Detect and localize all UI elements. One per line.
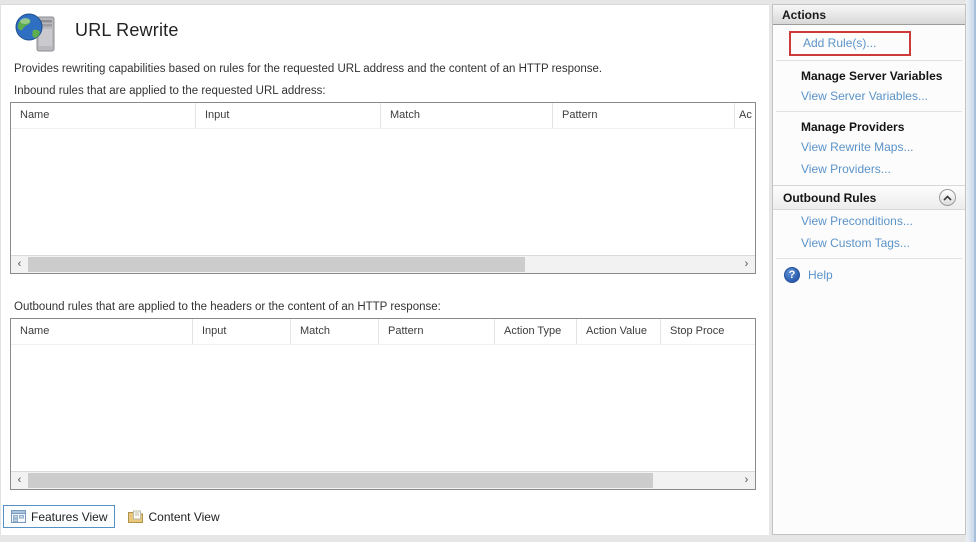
inbound-column-pattern[interactable]: Pattern [553, 103, 735, 128]
tab-content-view[interactable] [121, 505, 226, 528]
inbound-column-input[interactable]: Input [196, 103, 381, 128]
view-server-variables-link[interactable]: View Server Variables... [801, 89, 928, 103]
features-view-icon [11, 510, 26, 523]
outbound-scroll-track[interactable] [28, 472, 738, 489]
manage-providers-header: Manage Providers [801, 120, 905, 134]
inbound-rules-table [10, 102, 756, 274]
scroll-right-arrow-icon[interactable]: › [738, 472, 755, 489]
outbound-rules-section-label: Outbound Rules [783, 190, 877, 205]
inbound-rules-label: Inbound rules that are applied to the requested URL address: [14, 85, 326, 97]
inbound-column-name[interactable]: Name [11, 103, 196, 128]
inbound-table-body-empty[interactable] [11, 129, 755, 255]
inbound-column-match[interactable]: Match [381, 103, 553, 128]
manage-server-variables-header: Manage Server Variables [801, 69, 943, 83]
outbound-column-action-type[interactable]: Action Type [495, 319, 577, 344]
scroll-left-arrow-icon[interactable]: ‹ [11, 472, 28, 489]
highlight-red-box [789, 31, 911, 56]
outbound-column-action-value[interactable]: Action Value [577, 319, 661, 344]
actions-panel [772, 4, 966, 535]
scroll-right-arrow-icon[interactable]: › [738, 256, 755, 273]
feature-view-panel [0, 4, 769, 535]
divider [776, 258, 962, 259]
outbound-column-match[interactable]: Match [291, 319, 379, 344]
feature-description: Provides rewriting capabilities based on rules for the requested URL address and the content of an HTTP response. [14, 63, 603, 75]
page-title: URL Rewrite [75, 20, 179, 40]
collapse-section-button[interactable] [939, 189, 956, 206]
outbound-column-name[interactable]: Name [11, 319, 193, 344]
outbound-table-body-empty[interactable] [11, 345, 755, 471]
divider [776, 111, 962, 112]
inbound-column-action[interactable]: Ac [739, 109, 752, 121]
tab-features-view-label: Features View [31, 509, 108, 524]
view-providers-link[interactable]: View Providers... [801, 162, 891, 176]
content-view-icon [128, 510, 143, 523]
chevron-up-icon [943, 195, 952, 201]
view-mode-tabs [3, 505, 227, 528]
view-custom-tags-link[interactable]: View Custom Tags... [801, 236, 910, 250]
outbound-scroll-thumb[interactable] [28, 473, 653, 488]
outbound-rules-label: Outbound rules that are applied to the headers or the content of an HTTP response: [14, 301, 441, 313]
outbound-table-header-row [11, 319, 755, 345]
divider [776, 60, 962, 61]
window-edge-strip [966, 0, 976, 542]
outbound-rules-table [10, 318, 756, 490]
help-link[interactable]: Help [808, 268, 833, 282]
inbound-table-header-row [11, 103, 755, 129]
add-rules-link[interactable]: Add Rule(s)... [803, 36, 877, 50]
outbound-column-input[interactable]: Input [193, 319, 291, 344]
actions-panel-title: Actions [773, 5, 965, 25]
scroll-left-arrow-icon[interactable]: ‹ [11, 256, 28, 273]
outbound-column-stop-processing[interactable]: Stop Proce [670, 325, 725, 337]
tab-content-view-label: Content View [148, 509, 220, 524]
help-icon: ? [784, 267, 800, 283]
outbound-rules-section-header[interactable] [773, 185, 965, 210]
view-preconditions-link[interactable]: View Preconditions... [801, 214, 913, 228]
inbound-horizontal-scrollbar[interactable] [11, 255, 755, 273]
outbound-column-pattern[interactable]: Pattern [379, 319, 495, 344]
url-rewrite-icon [15, 12, 61, 56]
inbound-scroll-track[interactable] [28, 256, 738, 273]
outbound-horizontal-scrollbar[interactable] [11, 471, 755, 489]
view-rewrite-maps-link[interactable]: View Rewrite Maps... [801, 140, 914, 154]
tab-features-view[interactable] [3, 505, 115, 528]
help-row [773, 261, 965, 283]
inbound-scroll-thumb[interactable] [28, 257, 525, 272]
